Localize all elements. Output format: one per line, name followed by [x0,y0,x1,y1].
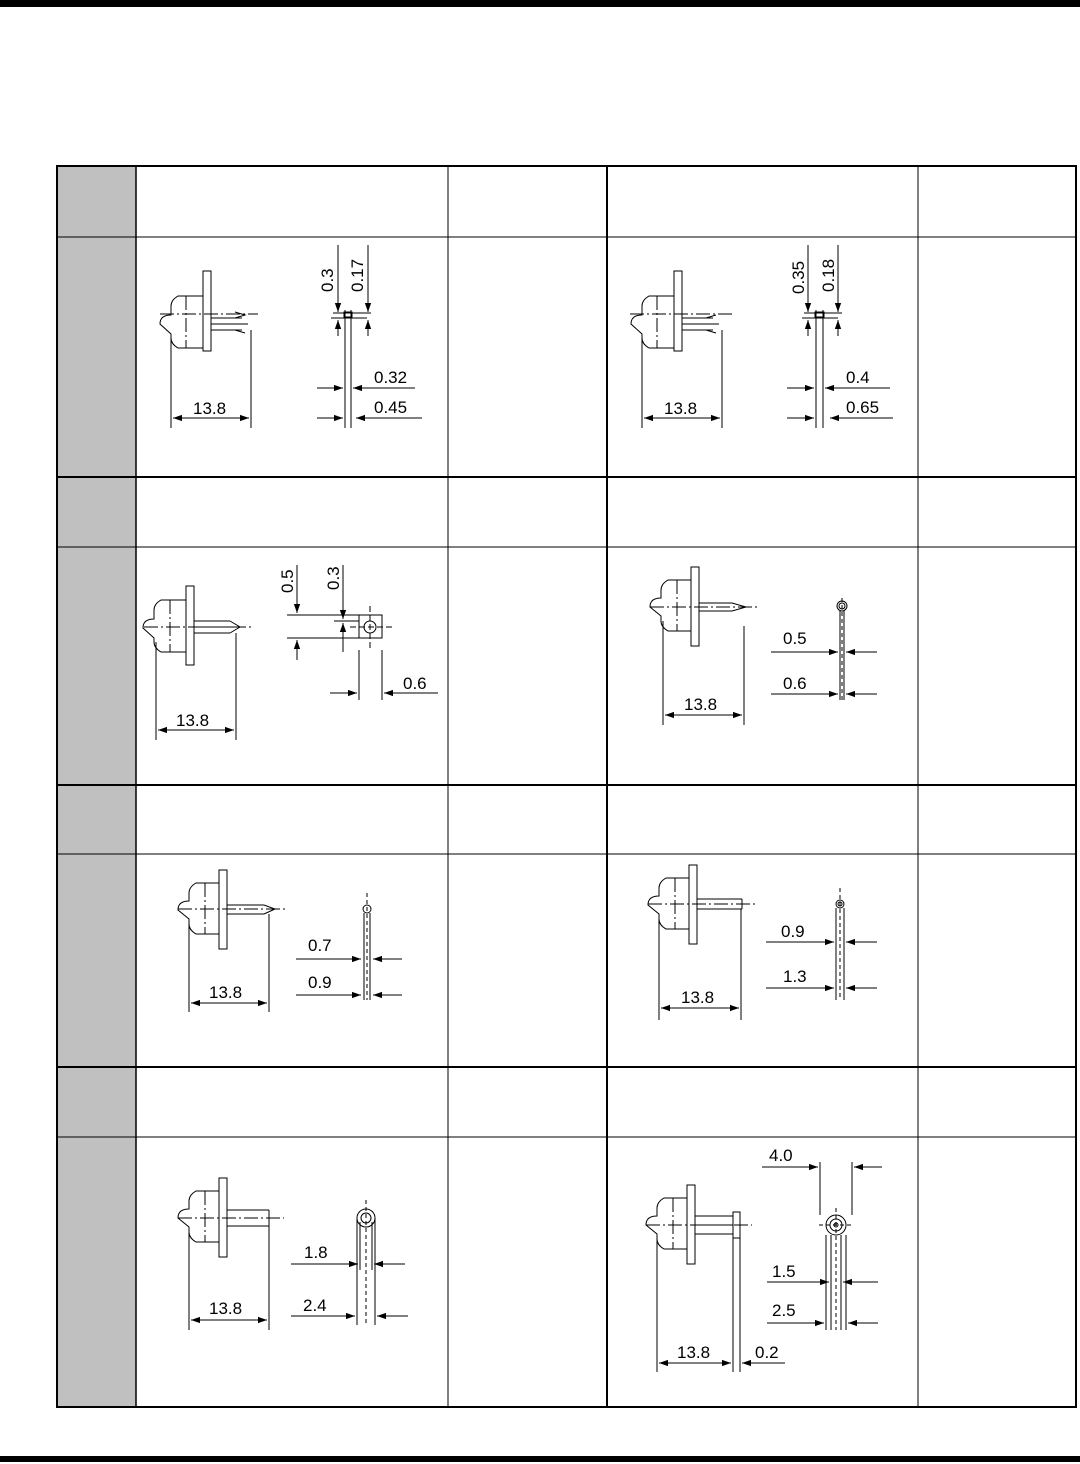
tip-drawing-h [646,1162,882,1372]
dim-side-b-2: 0.65 [846,398,880,417]
row-label-column [57,166,136,1407]
dim-side-g-1: 1.8 [304,1243,328,1262]
dim-side-e-2: 0.9 [308,973,332,992]
dim-side-h-2: 2.5 [772,1301,796,1320]
dim-top-h-1: 4.0 [769,1146,793,1165]
dim-side-d-2: 0.6 [783,674,807,693]
dim-side-f-1: 0.9 [781,922,805,941]
dim-side-e-1: 0.7 [308,936,332,955]
dim-length-h-extra: 0.2 [755,1343,779,1362]
dim-length-e: 13.8 [209,983,243,1002]
dim-side-f-2: 1.3 [783,967,807,986]
dim-side-h-1: 1.5 [772,1262,796,1281]
dim-side-g-2: 2.4 [303,1296,327,1315]
dim-length-g: 13.8 [209,1299,243,1318]
dim-top-a-2: 0.17 [348,258,367,292]
dim-length-b: 13.8 [664,399,698,418]
dim-side-a-1: 0.32 [374,368,408,387]
dim-side-a-2: 0.45 [374,398,408,417]
dim-top-c-1: 0.5 [278,569,297,593]
dim-length-a: 13.8 [193,399,227,418]
dim-length-f: 13.8 [681,988,715,1007]
dim-side-d-1: 0.5 [783,629,807,648]
dim-top-a-1: 0.3 [318,268,337,292]
dim-top-b-2: 0.18 [819,258,838,292]
dim-top-c-2: 0.3 [324,566,343,590]
dim-length-h: 13.8 [677,1343,711,1362]
dim-length-c: 13.8 [176,711,210,730]
dim-length-d: 13.8 [684,695,718,714]
table-grid [57,166,1076,1407]
dim-top-b-1: 0.35 [789,260,808,294]
dim-side-c-1: 0.6 [403,674,427,693]
dim-side-b-1: 0.4 [846,368,870,387]
